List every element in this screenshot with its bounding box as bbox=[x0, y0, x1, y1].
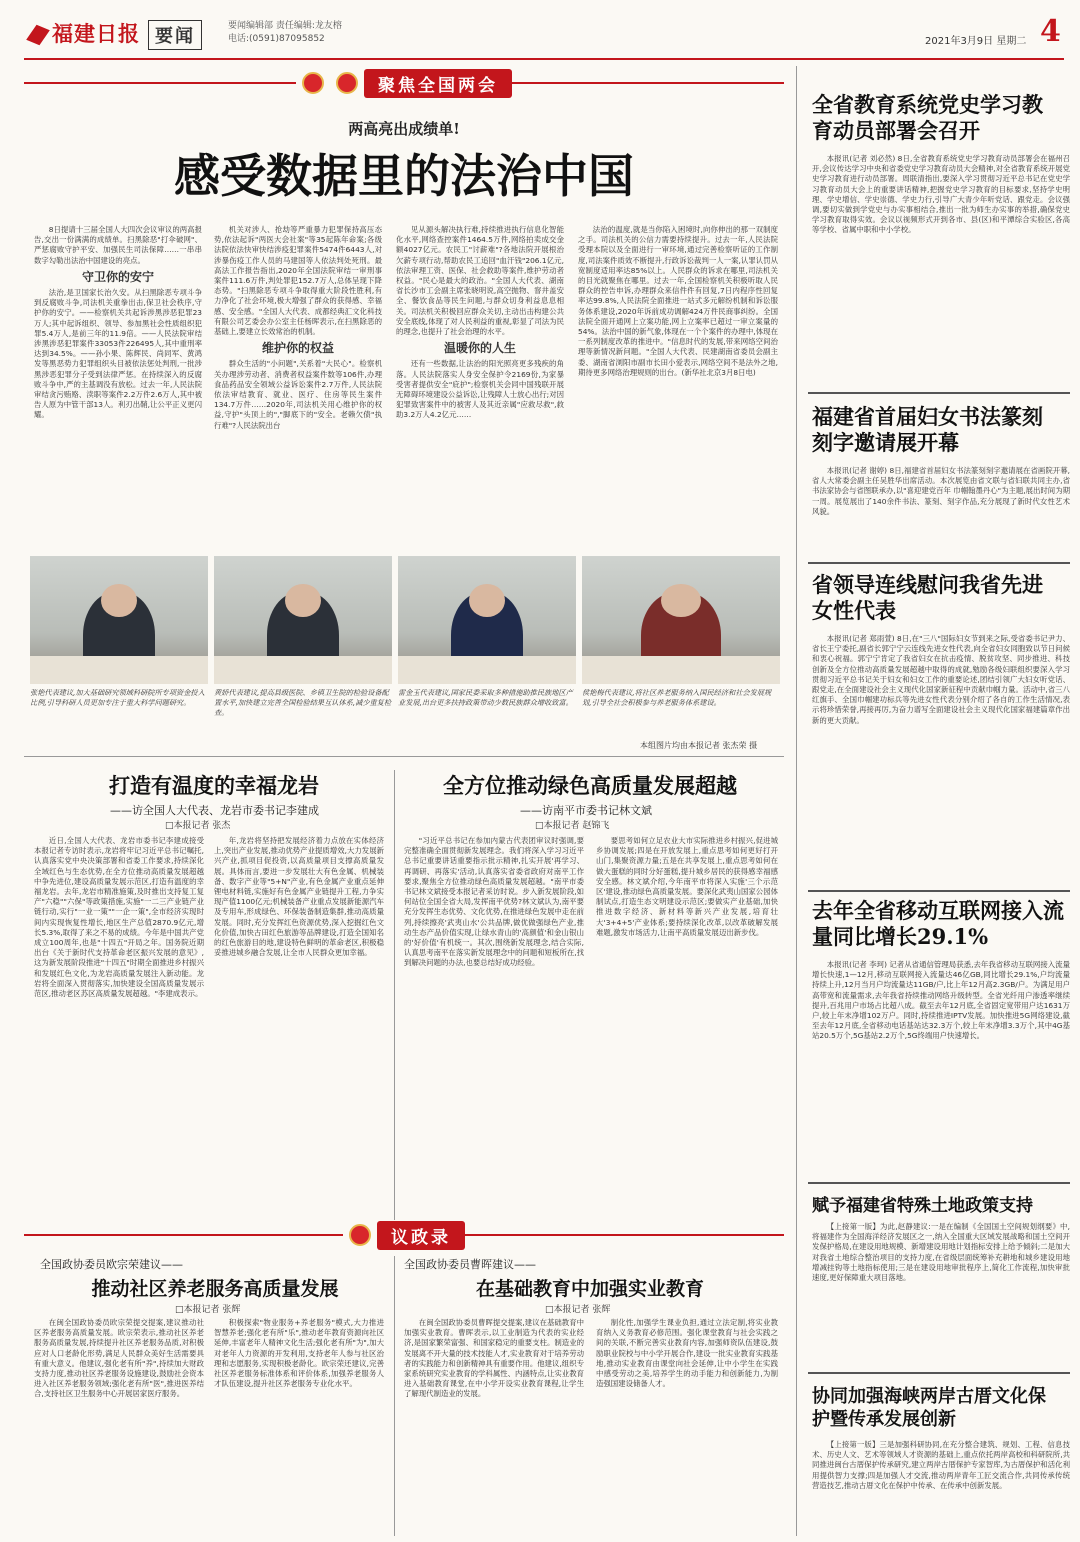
interview-2-column-2: 要思考如何立足农业大市实际推进乡村振兴,促进城乡协调发展;四是在开放发展上,重点思考如何更好打开山门,集聚资源力量;五是在共享发展上,重点思考如何在做大蛋糕的同时分好蛋糕,提升城乡居民的获得感幸福感安全感。林文斌介绍,今年南平市将深入实施'三个示范区'建设,推动绿色高质量发展。要深化武夷山国家公园体制试点,打造生态文明建设示范区;要做实产业基础,加快推进数字经济、新材料等新兴产业发展,培育壮大'3+4+5'产业体系;要持续深化改革,以改革破解发展难题,激发市场活力,让南平高质量发展迈出新步伐。 bbox=[596, 836, 778, 937]
lead-subhead-1: 守卫你的安宁 bbox=[81, 269, 154, 284]
side-article-1-title: 全省教育系统党史学习教育动员部署会召开 bbox=[812, 92, 1043, 144]
interview-1-column-1: 近日,全国人大代表、龙岩市委书记李建成接受本报记者专访时表示,龙岩将牢记习近平总书记嘱托,认真落实党中央决策部署和省委工作要求,持续深化全域红色与生态优势,在全方位推动高质量发展超越中争先进位,建设高质量发展示范区,打造有温度的幸福龙岩。去年,龙岩市精准施策,及时推出支持复工复产"六稳""六保"等政策措施,实施"一二三产业链产业链行动,实行"一业一策""一企一策",全市经济实现时间内实现恢复性增长,地区生产总值2870.9亿元,增长5.3%,取得了来之不易的成绩。今年是中国共产党成立100周年,也是"十四五"开局之年。国务院近期出台《关于新时代支持革命老区振兴发展的意见》,这为新发展阶段推进"十四五"时期全面推进乡村振兴和发展红色文化,为龙岩高质量发展注入新动能。龙岩将全面深入贯彻落实,加快建设全国高质量发展示范区,推动老区苏区高质量发展超越。"李建成表示。 bbox=[34, 836, 204, 999]
cppcc-1-subtitle: 全国政协委员欧宗荣建议—— bbox=[40, 1258, 183, 1271]
national-emblem-icon bbox=[302, 72, 324, 94]
side-article-4-body: 本报讯(记者 李珂) 记者从省通信管理局获悉,去年我省移动互联网接入流量增长快速,1—12月,移动互联网接入流量达46亿GB,同比增长29.1%,户均流量持续上升,12月当月户均流量达11GB/户,比上年12月高2.3GB/户。为满足用户高带宽和流量需求,去年我省持续推动网络升级转型。全省光纤用户渗透率继续提升,百兆用户市场占比超八成。截至去年12月底,全省固定宽带用户达1631万户,较上年末净增102万户。同时,持续推进IPTV发展。加快推进5G网络建设,截至去年12月底,全省移动电话基站达32.3万个,较上年末净增3.3万个,其中4G基站20.5万个,5G基站2.2万个,5G终端用户快速增长。 bbox=[812, 960, 1070, 1041]
side-article-5-body: 【上接第一版】为此,赵静建议:一是在编制《全国国土空间规划纲要》中,将福建作为全国海洋经济发展区之一,纳入全国重大区域发展战略和国土空间开发保护格局,在建设用地规模、新增建设用地计划指标安排上给予倾斜;二是加大对我省土地综合整治项目的支持力度,在省级层面统筹补充耕地和城乡建设用地增减挂钩等土地指标使用;三是在建设用地审批程序上,简化工作流程,加快审批速度,更好保障重大项目落地。 bbox=[812, 1222, 1070, 1283]
photo-caption-1: 张艳代表建议,加大基础研究领域科研院所专项资金投入比例,引导科研人员更加专注于重大科学问题研究。 bbox=[30, 688, 205, 707]
lead-column-1: 8日提请十三届全国人大四次会议审议的两高报告,交出一份满满的成绩单。扫黑除恶"打伞破网"、严惩腐败守护平安、加强民生司法保障……一串串数字勾勒出法治中国建设的亮点。 守卫你的安宁 法治,是卫国家长治久安。从扫黑除恶专项斗争到反腐败斗争,司法机关重拳出击,保卫社会秩序,守护你的安宁。——检察机关共起诉涉黑涉恶犯罪23万人;其中起诉组织、领导、参加黑社会性质组织犯罪5.4万人,是前三年的11.9倍。——人民法院审结涉黑涉恶犯罪案件33053件226495人,其中重刑率达到34.5%。——孙小果、陈辉民、尚同军、黄鸿发等黑恶势力犯罪组织头目被依法惩处判刑,一批涉黑涉恶犯罪分子受到法律严惩。在持续深入的反腐败斗争中,严的主基调没有放松。过去一年,人民法院审结贪污贿赂、渎职等案件2.2万件2.6万人,其中被告人原为中管干部13人。利刃出鞘,让公平正义更闪耀。 bbox=[34, 225, 202, 420]
cppcc-emblem-icon bbox=[349, 1224, 371, 1246]
section-badge: 要闻 bbox=[148, 20, 202, 50]
cppcc-2-byline: □本报记者 张辉 bbox=[545, 1305, 611, 1315]
interview-2-subtitle: ——访南平市委书记林文斌 bbox=[520, 804, 652, 817]
banner-tag: 议政录 bbox=[377, 1221, 465, 1250]
photo-caption-4: 侯艳梅代表建议,将社区养老服务纳入国民经济和社会发展规划,引导全社会积极参与养老服务体系建设。 bbox=[582, 688, 772, 707]
cppcc-2-column-1: 在闽全国政协委员曹晖提交提案,建议在基础教育中加强实业教育。曹晖表示,以工业制造为代表的实业经济,是国家繁荣富强、和国家稳定的重要支柱。制造业的发展离不开大量的技术技能人才,实业教育对于培养劳动者的实践能力和创新精神具有重要作用。他建议,组织专家系统研究实业教育的学科属性、内涵特点,让实业教育进入基础教育课堂,在中小学开设实业教育课程,让学生了解现代制造业的发展。 bbox=[404, 1318, 584, 1399]
lead-kicker: 两高亮出成绩单! bbox=[348, 120, 460, 138]
side-article-2-body: 本报讯(记者 谢婷) 8日,福建省首届妇女书法篆刻刻字邀请展在省画院开幕,省人大常委会副主任吴胜华出席活动。本次展览由省文联与省妇联共同主办,省书法家协会与省图联承办,以"喜迎建党百年 巾帼翰墨丹心"为主题,展出时间为期一周。展览展出了140余件书法、篆刻、刻字作品,充分展现了新时代女性艺术风貌。 bbox=[812, 466, 1070, 516]
side-article-4-title: 去年全省移动互联网接入流量同比增长29.1% bbox=[812, 898, 1064, 950]
divider bbox=[808, 890, 1070, 892]
divider bbox=[808, 392, 1070, 394]
masthead-rule bbox=[24, 58, 1064, 60]
page-number: 4 bbox=[1040, 14, 1061, 49]
logo-icon bbox=[26, 25, 50, 46]
photo-caption-3: 雷金玉代表建议,国家民委采取多种措施助推民族地区产业发展,出台更多扶持政策带动少数民族群众增收致富。 bbox=[398, 688, 573, 707]
side-article-3-body: 本报讯(记者 郑雨萱) 8日,在"三八"国际妇女节到来之际,受省委书记尹力、省长王宁委托,副省长郭宁宁云连线先进女性代表,向全省妇女同胞致以节日问候和衷心祝福。郭宁宁肯定了我省妇女在抗击疫情、脱贫攻坚、同步推进、科技创新及全方位推动高质量发展超越中取得的成就,勉励各级妇联组织要深入学习贯彻习近平总书记关于妇女和妇女工作的重要论述,团结引领广大妇女听党话、跟党走,在全面建设社会主义现代化国家新征程中贡献巾帼力量。活动中,省三八红旗手、全国巾帼建功标兵等先进女性代表分别介绍了各自的工作生活情况,表示将珍惜荣誉,再接再厉,为奋力谱写全面建设社会主义现代化国家福建篇章作出新的更大贡献。 bbox=[812, 634, 1070, 725]
banner-two-sessions bbox=[24, 70, 784, 96]
side-article-1-body: 本报讯(记者 刘必然) 8日,全省教育系统党史学习教育动员部署会在福州召开,会议传达学习中央和省委党史学习教育动员大会精神,对全省教育系统开展党史学习教育进行动员部署。周联清指出,要深入学习贯彻习近平总书记在党史学习教育动员大会上的重要讲话精神,把握党史学习教育的目标要求,坚持学史明理、学史增信、学史崇德、学史力行,引导广大青少年听党话、跟党走。会议强调,要切实做到学党史与办实事相结合,推出一批为师生办实事的举措,确保党史学习教育取得实效。会议以视频形式开到各市、县(区)和平潭综合实验区,各高等学校、省属中职和中小学校。 bbox=[812, 154, 1070, 235]
cppcc-1-column-1: 在闽全国政协委员欧宗荣提交提案,建议推动社区养老服务高质量发展。欧宗荣表示,推动社区养老服务高质量发展,持续提升社区养老服务品质,对积极应对人口老龄化形势,满足人民群众美好生活需要具有重大意义。他建议,强化老有所"养",持续加大财政支持力度,推动社区养老服务设施建设,鼓励社会资本进入社区养老服务领域;强化老有所"医",推进医养结合,支持社区卫生服务中心开展居家医疗服务。 bbox=[34, 1318, 204, 1399]
divider bbox=[808, 562, 1070, 564]
divider bbox=[24, 756, 784, 757]
photo-delegate-2 bbox=[214, 556, 392, 684]
side-article-6-body: 【上接第一版】三是加强科研协同,在充分整合建筑、规划、工程、信息技术、历史人文、艺术等领域人才资源的基础上,重点依托两岸高校和科研院所,共同推进闽台古厝保护传承研究,建立两岸古厝保护专家智库,为古厝保护和活化利用提供智力支撑;四是加强人才交流,推动两岸青年工匠交流合作,共同传承传统营造技艺,推动古厝文化在保护中传承、在传承中创新发展。 bbox=[812, 1440, 1070, 1490]
lead-subhead-3: 温暖你的人生 bbox=[443, 341, 516, 356]
photo-delegate-1 bbox=[30, 556, 208, 684]
lead-subhead-2: 维护你的权益 bbox=[261, 341, 334, 356]
banner-tag: 聚焦全国两会 bbox=[364, 69, 512, 98]
cppcc-1-column-2: 积极探索"物业服务+养老服务"模式,大力推进智慧养老;强化老有所"乐",推动老年教育资源向社区延伸,丰富老年人精神文化生活;强化老有所"为",加大对老年人力资源的开发利用,支持老年人参与社区治理和志愿服务,实现积极老龄化。欧宗荣还建议,完善社区养老服务标准体系和评价体系,加强养老服务人才队伍建设,提升社区养老服务专业化水平。 bbox=[214, 1318, 384, 1389]
lead-column-3: 见从源头解决执行难,持续推进执行信息化智能化水平,网络查控案件1464.5万件,网络拍卖成交金额4027亿元。农民工"讨薪难"?各地法院开展根治欠薪专项行动,帮助农民工追回"血汗钱"206.1亿元,依法审理工资、医保、社会救助等案件,维护劳动者权益。"民心是最大的政治。"全国人大代表、湖南省长沙市工会副主席张晓明说,高空抛物、窨井盖安全、餐饮食品等民生问题,与群众切身利益息息相关。司法机关积极回应群众关切,主动出击构建公共安全底线,体现了对人民利益的重视,彰显了司法为民的理念,也提升了社会治理的水平。 温暖你的人生 还有一些数据,让法治的阳光照亮更多残疾的角落。人民法院落实人身安全保护令2169份,为家暴受害者提供安全"庇护";检察机关会同中国残联开展无障碍环境建设公益诉讼,让残障人士放心出行;对因犯罪致害案件中的被害人及其近亲属"应救尽救",救助3.2万人4.2亿元…… bbox=[396, 225, 564, 420]
photo-caption-2: 黄娇代表建议,提高县级医院、乡镇卫生院的检验设备配置水平,加快建立完善全国检验结果互认体系,减少重复检查。 bbox=[214, 688, 392, 717]
cppcc-2-title: 在基础教育中加强实业教育 bbox=[475, 1278, 704, 1300]
lead-column-2: 机关对涉人、抢劫等严重暴力犯罪保持高压态势,依法起诉"两医大会社案"等35起陈年命案;各级法院依法快审快结涉疫犯罪案件5474件6443人,对涉暴伤疫工作人员的马建国等人依法判处死刑。最高法工作报告指出,2020年全国法院审结一审刑事案件111.6万件,判处罪犯152.7万人,总体呈现下降态势。"扫黑除恶专项斗争取得重大阶段性胜利,有力净化了社会环境,极大增强了群众的获得感、幸福感、安全感。"全国人大代表、成都经典汇文化科技有限公司艺委会办公室主任杨晖表示,在扫黑除恶的基础上,要建立长效常治的机制。 维护你的权益 群众生活的"小问题",关系着"大民心"。检察机关办理涉劳动者、消费者权益案件数等106件,办理食品药品安全领域公益诉讼案件2.7万件,人民法院依法审结教育、就业、医疗、住房等民生案件134.7万件……2020年,司法机关用心维护你的权益,守护"头顶上的","脚底下的"安全。老赖欠债"执行难"?人民法院出台 bbox=[214, 225, 382, 430]
divider bbox=[808, 1182, 1070, 1184]
cppcc-2-subtitle: 全国政协委员曹晖建议—— bbox=[404, 1258, 536, 1271]
cppcc-1-byline: □本报记者 张辉 bbox=[175, 1305, 241, 1315]
lead-headline: 感受数据里的法治中国 bbox=[174, 149, 634, 203]
editor-info: 要闻编辑部 责任编辑:龙友榕 电话:(0591)87095852 bbox=[228, 21, 342, 44]
divider bbox=[808, 1372, 1070, 1374]
cppcc-emblem-icon bbox=[336, 72, 358, 94]
interview-1-column-2: 年,龙岩将坚持把发展经济着力点放在实体经济上,突出产业发展,推动优势产业提质增效,大力发展新兴产业,抓项目促投资,以高质量项目支撑高质量发展。具体而言,要进一步发展壮大有色金属、机械装备、数字产业等"5+N"产业,有色金属产业重点延伸锂电材料链,实施好有色金属产业链提升工程,力争实现产值1100亿元;机械装备产业重点发展新能源汽车及专用车,形成绿色、环保装备制造集群,推动高质量发展。同时,充分发挥红色资源优势,深入挖掘红色文化价值,加快古田红色旅游等品牌建设,打造全国知名的红色旅游目的地,建设特色鲜明的革命老区,积极稳妥推进城乡融合发展,让全市人民群众更加幸福。 bbox=[214, 836, 384, 958]
interview-2-byline: □本报记者 赵锦飞 bbox=[535, 821, 610, 831]
interview-2-column-1: "习近平总书记在参加内蒙古代表团审议时强调,要完整准确全面贯彻新发展理念。我们将深入学习习近平总书记重要讲话重要指示批示精神,扎实开展'再学习、再调研、再落实'活动,认真落实省委省政府对南平工作要求,聚焦全方位推动绿色高质量发展超越。"南平市委书记林文斌接受本报记者采访时说。步入新发展阶段,如何站位全国全省大局,发挥南平优势?林文斌认为,南平要充分发挥生态优势、文化优势,在推进绿色发展中走在前列,持续擦亮'武夷山水'公共品牌,做优做强绿色产业,推动生态产品价值实现,让绿水青山的'高颜值'和金山银山的'好价值'有机统一。其次,围绕新发展理念,结合实际,认真思考南平在落实新发展理念中的问题和短板所在,找到解决问题的办法,也要总结好成功经验。 bbox=[404, 836, 584, 968]
side-article-3-title: 省领导连线慰问我省先进女性代表 bbox=[812, 572, 1043, 624]
photo-delegate-3 bbox=[398, 556, 576, 684]
interview-1-title: 打造有温度的幸福龙岩 bbox=[109, 773, 319, 798]
masthead bbox=[0, 0, 1080, 72]
side-article-5-title: 赋予福建省特殊土地政策支持 bbox=[812, 1196, 1033, 1216]
photo-delegate-4 bbox=[582, 556, 780, 684]
cppcc-2-column-2: 制化性,加强学生课业负担,通过立法定制,将实业教育纳入义务教育必修范围。强化课堂教育与社会实践之间的关联,不断完善实业教育内容,加强师资队伍建设,鼓励职业院校与中小学开展合作,建设一批实业教育实践基地,推动实业教育由课堂向社会延伸,让中小学生在实践中感受劳动之美,培养学生的动手能力和创新能力,为制造强国建设储备人才。 bbox=[596, 1318, 778, 1389]
interview-2-title: 全方位推动绿色高质量发展超越 bbox=[443, 773, 737, 798]
divider bbox=[394, 770, 395, 1220]
divider bbox=[796, 66, 797, 1536]
issue-date: 2021年3月9日 星期二 bbox=[925, 36, 1027, 47]
interview-1-subtitle: ——访全国人大代表、龙岩市委书记李建成 bbox=[110, 804, 319, 817]
divider bbox=[394, 1256, 395, 1536]
lead-column-4: 法治的温度,就是当你陷入困境时,向你伸出的那一双制度之手。司法机关的公信力需要持续提升。过去一年,人民法院受理本院以及全面进行一审环境,通过完善检察听证的工作制度,司法案件质效不断提升,行政诉讼裁判一人一案,认罪认罚从宽制度适用率达85%以上。人民群众的诉求在哪里,司法机关的目光就聚焦在哪里。过去一年,全国检察机关积极听取人民群众的控告申诉,办理群众来信件件有回复,7日内程序性回复率达99.8%,人民法院全面推进一站式多元解纷机制和诉讼服务体系建设,2020年诉前成功调解424万件民商事纠纷。全国法院全面开通网上立案功能,网上立案率已超过一审立案量的54%。法治中国的新气象,体现在一个个案件的办理中,体现在一系列制度改革的推进中。"信息时代的发展,带来网络空间治理等新情况新问题。"全国人大代表、民建湖南省委员会副主委、湖南省浏阳市副市长田小爱表示,网络空间不是法外之地,期待更多网络治理规则的出台。(新华社北京3月8日电) bbox=[578, 225, 778, 377]
newspaper-logo: 福建日报 bbox=[30, 18, 140, 48]
photo-credit: 本组图片均由本报记者 张杰荣 摄 bbox=[640, 741, 758, 750]
side-article-6-title: 协同加强海峡两岸古厝文化保护暨传承发展创新 bbox=[812, 1386, 1046, 1430]
side-article-2-title: 福建省首届妇女书法篆刻刻字邀请展开幕 bbox=[812, 404, 1043, 456]
interview-1-byline: □本报记者 张杰 bbox=[165, 821, 231, 831]
cppcc-1-title: 推动社区养老服务高质量发展 bbox=[91, 1278, 339, 1300]
banner-cppcc bbox=[24, 1222, 784, 1248]
